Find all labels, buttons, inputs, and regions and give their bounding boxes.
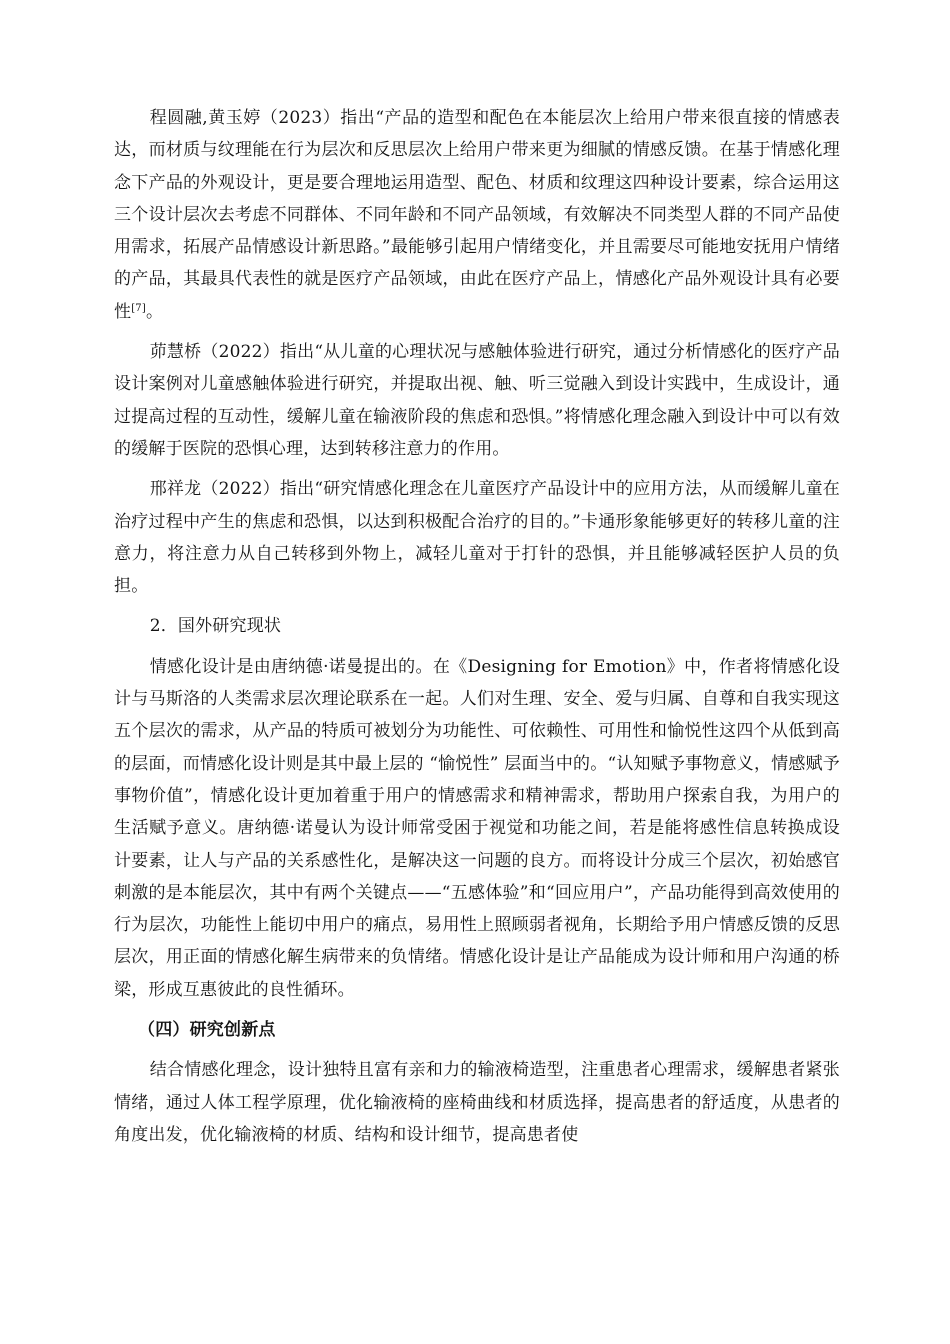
- paragraph-innovation: [114, 1054, 840, 1151]
- paragraph-mao: [114, 336, 840, 465]
- paragraph-norman: [114, 651, 840, 1006]
- paragraph-cheng-huang: [114, 102, 840, 328]
- document-body: [114, 102, 840, 1159]
- paragraph-text: 茆慧桥（2022）指出“从儿童的心理状况与感触体验进行研究，通过分析情感化的医疗产品设计案例对儿童感触体验进行研究，并提取出视、触、听三觉融入到设计实践中，生成设计，通过提高过程的互动性，缓解儿童在输液阶段的焦虑和恐惧。”将情感化理念融入到设计中可以有效的缓解于医院的恐惧心理，达到转移注意力的作用。: [114, 342, 840, 459]
- section-heading-foreign-status: 2．国外研究现状: [149, 616, 282, 637]
- paragraph-text: 程圆融,黄玉婷（2023）指出“产品的造型和配色在本能层次上给用户带来很直接的情感表达，而材质与纹理能在行为层次和反思层次上给用户带来更为细腻的情感反馈。在基于情感化理念下产品的外观设计，更是要合理地运用造型、配色、材质和纹理这四种设计要素，综合运用这三个设计层次去考虑不同群体、不同年龄和不同产品领域，有效解决不同类型人群的不同产品使用需求，拓展产品情感设计新思路。”最能够引起用户情绪变化，并且需要尽可能地安抚用户情绪的产品，其最具代表性的就是医疗产品领域，由此在医疗产品上，情感化产品外观设计具有必要性: [114, 108, 840, 322]
- paragraph-text: 邢祥龙（2022）指出“研究情感化理念在儿童医疗产品设计中的应用方法，从而缓解儿童在治疗过程中产生的焦虑和恐惧，以达到积极配合治疗的目的。”卡通形象能够更好的转移儿童的注意力，将注意力从自己转移到外物上，减轻儿童对于打针的恐惧，并且能够减轻医护人员的负担。: [114, 479, 840, 597]
- paragraph-tail: 。: [145, 301, 164, 322]
- citation-ref: [7]: [131, 302, 146, 314]
- paragraph-xing: [114, 473, 840, 602]
- paragraph-text: 结合情感化理念，设计独特且富有亲和力的输液椅造型，注重患者心理需求，缓解患者紧张情绪，通过人体工程学原理，优化输液椅的座椅曲线和材质选择，提高患者的舒适度，从患者的角度出发，优化输液椅的材质、结构和设计细节，提高患者使: [114, 1060, 840, 1145]
- paragraph-text: 情感化设计是由唐纳德·诺曼提出的。在《Designing for Emotion》中，作者将情感化设计与马斯洛的人类需求层次理论联系在一起。人们对生理、安全、爱与归属、自尊和自我实现这五个层次的需求，从产品的特质可被划分为功能性、可依赖性、可用性和愉悦性这四个从低到高的层面，而情感化设计则是其中最上层的 “愉悦性” 层面当中的。“认知赋予事物意义，情感赋予事物价值”，情感化设计更加着重于用户的情感需求和精神需求，帮助用户探索自我，为用户的生活赋予意义。唐纳德·诺曼认为设计师常受困于视觉和功能之间，若是能将感性信息转换成设计要素，让人与产品的关系感性化，是解决这一问题的良方。而将设计分成三个层次，初始感官刺激的是本能层次，其中有两个关键点——“五感体验”和“回应用户”，产品功能得到高效使用的行为层次，功能性上能切中用户的痛点，易用性上照顾弱者视角，长期给予用户情感反馈的反思层次，用正面的情感化解生病带来的负情绪。情感化设计是让产品能成为设计师和用户沟通的桥梁，形成互惠彼此的良性循环。: [114, 656, 840, 1000]
- section-heading-innovation: （四）研究创新点: [138, 1020, 276, 1041]
